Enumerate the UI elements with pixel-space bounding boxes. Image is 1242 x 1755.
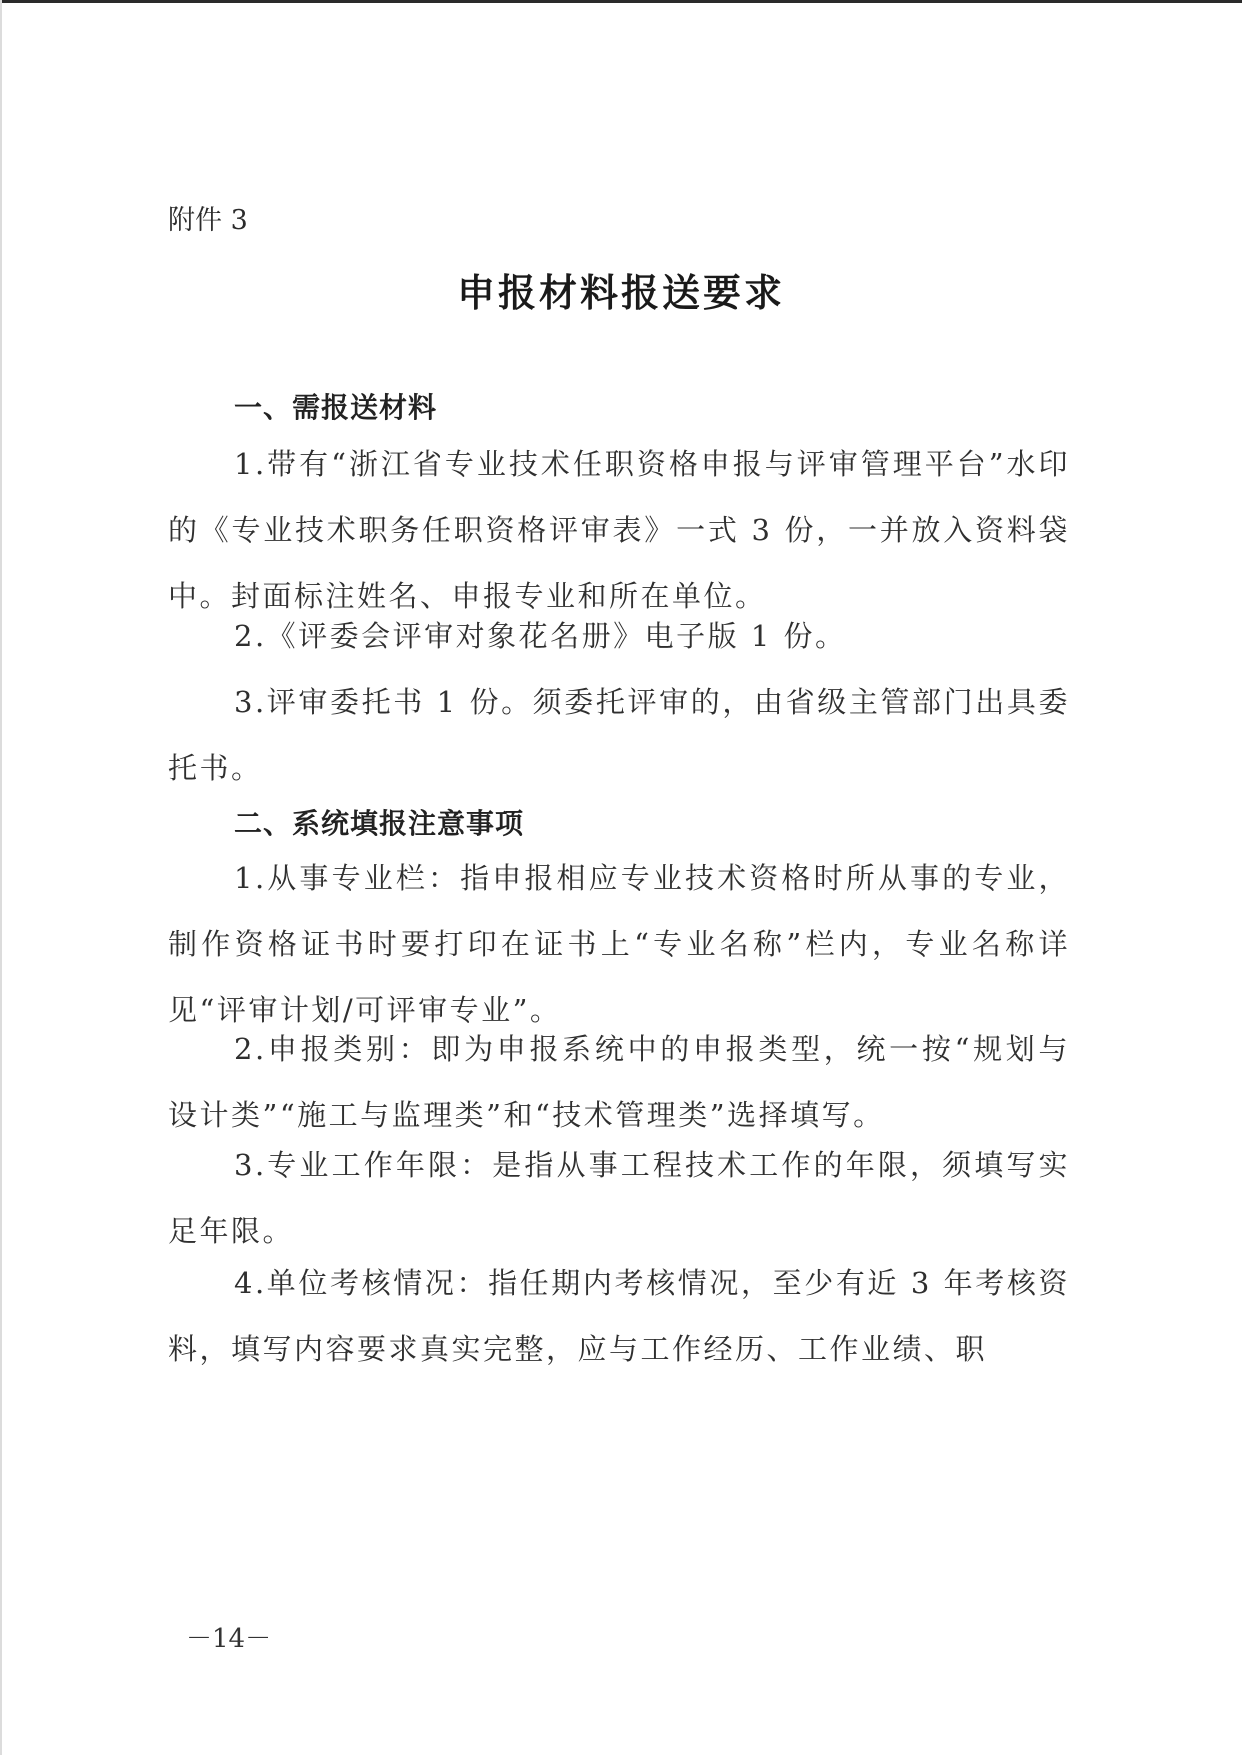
page-number: －14－ <box>186 1624 272 1654</box>
section-heading-system-notes: 二、系统填报注意事项 <box>234 807 525 840</box>
materials-item-3: 3.评审委托书 1 份。须委托评审的，由省级主管部门出具委托书。 <box>168 685 1070 785</box>
top-scan-rule <box>0 0 1242 3</box>
section-heading-materials: 一、需报送材料 <box>234 391 438 424</box>
document-title: 申报材料报送要求 <box>456 271 785 315</box>
materials-item-1: 1.带有“浙江省专业技术任职资格申报与评审管理平台”水印的《专业技术职务任职资格评审表》一式 3 份，一并放入资料袋中。封面标注姓名、申报专业和所在单位。 <box>168 447 1070 613</box>
materials-item-2: 2.《评委会评审对象花名册》电子版 1 份。 <box>234 619 847 653</box>
notes-item-3: 3.专业工作年限：是指从事工程技术工作的年限，须填写实足年限。 <box>168 1148 1070 1248</box>
attachment-label: 附件 3 <box>168 205 248 236</box>
notes-item-4: 4.单位考核情况：指任期内考核情况，至少有近 3 年考核资料，填写内容要求真实完整，应与工作经历、工作业绩、职 <box>168 1266 1070 1366</box>
notes-item-1: 1.从事专业栏：指申报相应专业技术资格时所从事的专业，制作资格证书时要打印在证书上“专业名称”栏内，专业名称详见“评审计划/可评审专业”。 <box>168 861 1070 1027</box>
notes-item-2: 2.申报类别：即为申报系统中的申报类型，统一按“规划与设计类”“施工与监理类”和“技术管理类”选择填写。 <box>168 1032 1070 1132</box>
